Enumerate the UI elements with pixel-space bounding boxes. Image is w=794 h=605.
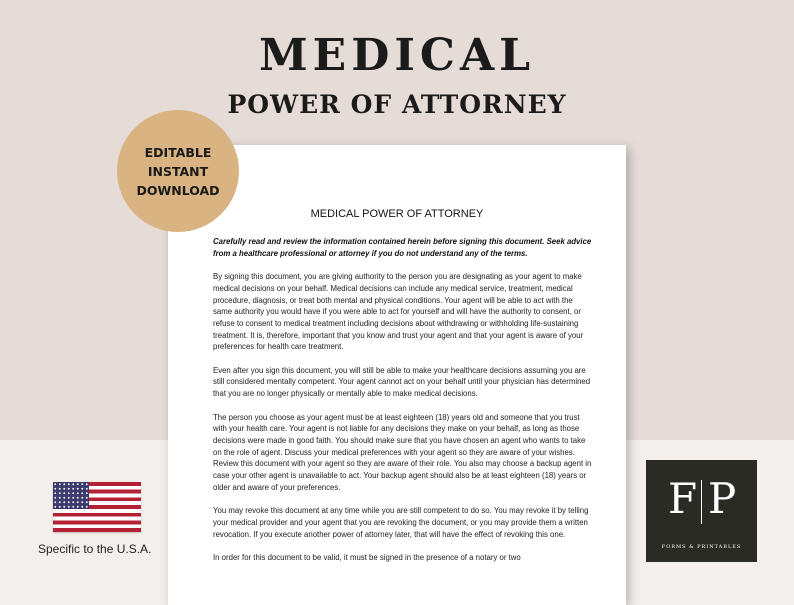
logo-divider xyxy=(701,480,702,524)
brand-logo xyxy=(646,460,757,562)
document-preview-page xyxy=(168,145,626,605)
flag-caption: Specific to the U.S.A. xyxy=(38,542,152,556)
document-title: MEDICAL POWER OF ATTORNEY xyxy=(310,208,484,220)
document-body xyxy=(213,236,593,575)
usa-flag-icon xyxy=(53,482,141,532)
badge-line-instant: INSTANT xyxy=(147,163,209,179)
logo-letter-f: F xyxy=(668,474,698,523)
document-paragraph: Even after you sign this document, you will still be able to make your healthcare decisions assuming you are still considered mentally competent. Your agent cannot act on your behalf until your physician has determined that you are no longer physically or mentally able to make medical decisions. xyxy=(213,365,591,399)
document-paragraph: You may revoke this document at any time while you are still competent to do so. You may revoke it by telling your medical provider and your agent that you are revoking the document, or you may provide them a written revocation. If you execute another power of attorney later, that will have the effect of revoking this one. xyxy=(213,506,589,539)
logo-tagline: FORMS & PRINTABLES xyxy=(661,544,742,550)
document-paragraph: By signing this document, you are giving authority to the person you are designating as your agent to make medical decisions on your behalf. Medical decisions can include any medical service, treatment, medical procedure, diagnosis, or treat both mental and physical conditions. Your agent will be able to act with the same authority you would have if you were able to act for yourself and will have the authority to consent, or refuse to consent to medical treatment including decisions about withdrawing or withholding life-sustaining treatment. It is, therefore, important that you know and trust your agent and that your agent is aware of your preferences for health care treatment. xyxy=(213,272,584,352)
document-paragraph: In order for this document to be valid, it must be signed in the presence of a notary or two xyxy=(213,552,521,562)
editable-download-badge xyxy=(117,110,239,232)
product-subtitle: POWER OF ATTORNEY xyxy=(227,90,567,119)
logo-letter-p: P xyxy=(708,474,737,523)
product-title: MEDICAL xyxy=(258,30,536,81)
document-paragraph: The person you choose as your agent must be at least eighteen (18) years old and someone that you trust with your health care. Your agent is not liable for any decisions they make on your behalf, as long as those decisions were made in good faith. You should make sure that you have chosen an agent who wants to take on the role of agent. Discuss your medical preferences with your agent so they are aware of your wishes. Review this document with your agent so they are aware of their role. You also may choose a backup agent in case your other agent is unavailable to act. Your backup agent should also be at least eighteen (18) years or older and aware of your preferences. xyxy=(213,412,592,492)
badge-line-editable: EDITABLE xyxy=(144,144,212,160)
badge-line-download: DOWNLOAD xyxy=(136,182,220,198)
document-intro: Carefully read and review the information contained herein before signing this document. Seek advice from a healthcare professional or attorney if you do not understand any of the terms. xyxy=(213,237,592,258)
flag-canton xyxy=(53,482,89,509)
